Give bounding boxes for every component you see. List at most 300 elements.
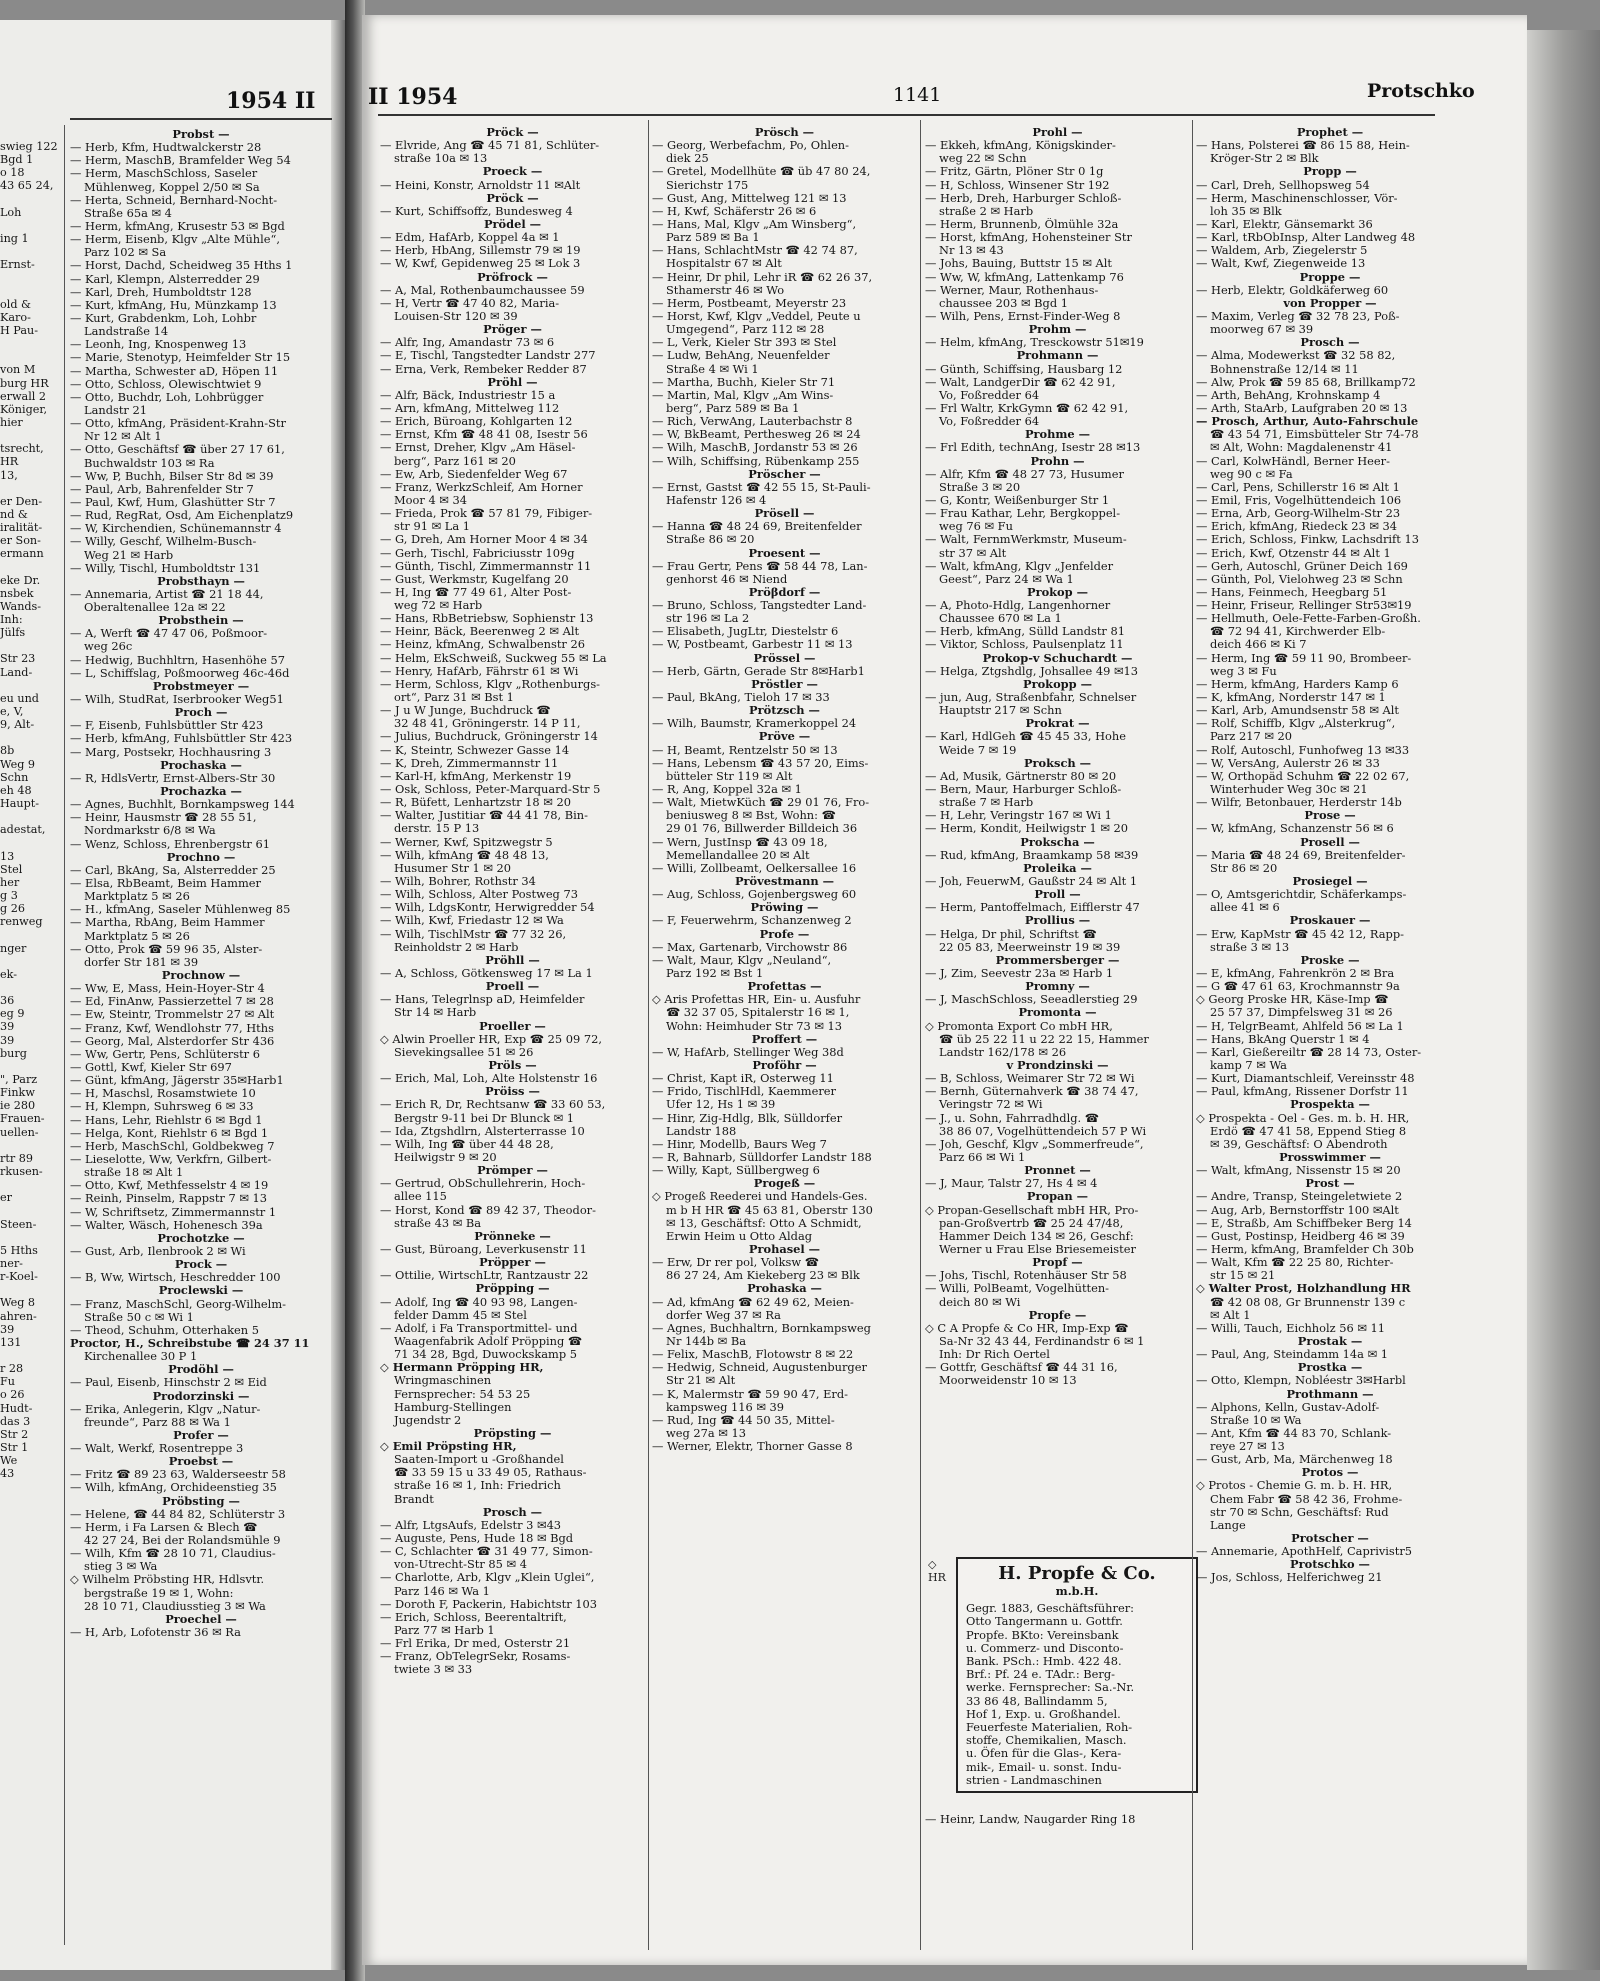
directory-entry-line: — W, HafArb, Stellinger Weg 38d: [652, 1045, 844, 1059]
page-number: 1141: [893, 84, 942, 106]
directory-column-1: [70, 128, 332, 1639]
directory-entry-line: [0, 193, 60, 206]
directory-entry-line: — H, Ing ☎ 77 49 61, Alter Post-: [380, 585, 572, 599]
directory-entry-line: — Ew, Arb, Siedenfelder Weg 67: [380, 467, 568, 481]
directory-entry-line: chaussee 203 ✉ Bgd 1: [939, 296, 1068, 310]
directory-entry-line: ing 1: [0, 231, 29, 245]
surname-heading: Prosswimmer —: [1279, 1150, 1381, 1164]
directory-entry-line: — W, BkBeamt, Perthesweg 26 ✉ 24: [652, 428, 861, 442]
surname-heading: Prohmann —: [1016, 349, 1099, 363]
directory-entry-line: reye 27 ✉ 13: [1210, 1440, 1285, 1454]
advert-title: H. Propfe & Co.: [998, 1563, 1156, 1584]
directory-entry-line: — Gust, Postinsp, Heidberg 46 ✉ 39: [1196, 1229, 1405, 1243]
directory-entry-line: — Reinh, Pinselm, Rappstr 7 ✉ 13: [70, 1192, 268, 1206]
surname-heading: Prosiegel —: [1292, 875, 1368, 889]
directory-entry-line: Landstr 162/178 ✉ 26: [939, 1045, 1067, 1059]
surname-heading: Propfe —: [1028, 1308, 1087, 1322]
directory-entry-line: derstr. 15 P 13: [394, 822, 480, 836]
directory-entry-line: Chem Fabr ☎ 58 42 36, Frohme-: [1210, 1492, 1403, 1506]
surname-heading: Prohme —: [1024, 428, 1091, 442]
directory-entry-line: — jun, Aug, Straßenbfahr, Schnelser: [925, 691, 1137, 705]
directory-entry-line: Wringmaschinen: [394, 1374, 492, 1388]
directory-entry-line: — Ed, FinAnw, Passierzettel 7 ✉ 28: [70, 995, 274, 1009]
directory-entry-line: loh 35 ✉ Blk: [1210, 204, 1282, 218]
directory-entry-line: — Viktor, Schloss, Paulsenplatz 11: [925, 638, 1124, 652]
directory-entry-line: — Heini, Konstr, Arnoldstr 11 ✉Alt: [380, 178, 581, 192]
surname-heading: Pröbsting —: [162, 1494, 240, 1508]
directory-entry-line: — Walt, Kfm ☎ 22 25 80, Richter-: [1196, 1256, 1394, 1270]
directory-entry-line: — Hinr, Modellb, Baurs Weg 7: [652, 1137, 827, 1151]
directory-entry-line: Oberaltenallee 12a ✉ 22: [84, 601, 226, 615]
surname-heading: Pröck —: [486, 191, 539, 205]
directory-entry-line: — Willy, Geschf, Wilhelm-Busch-: [70, 535, 257, 549]
directory-entry-line: — Wilh, Baumstr, Kramerkoppel 24: [652, 717, 857, 731]
directory-entry-line: — Martha, Buchh, Kieler Str 71: [652, 375, 836, 389]
directory-entry-line: — Otto, kfmAng, Präsident-Krahn-Str: [70, 417, 286, 431]
directory-entry-line: — Frido, TischlHdl, Kaemmerer: [652, 1085, 836, 1099]
directory-entry-line: 36: [0, 994, 15, 1008]
directory-column-4-tail: [925, 1813, 1190, 1826]
directory-entry-line: dorfer Str 181 ✉ 39: [84, 955, 199, 969]
directory-entry-line: — Hans, Feinmech, Heegbarg 51: [1196, 585, 1388, 599]
directory-entry-line: — Ekkeh, kfmAng, Königskinder-: [925, 139, 1116, 153]
directory-entry-line: — Willi, Tauch, Eichholz 56 ✉ 11: [1196, 1321, 1386, 1335]
left-header-rule: [70, 118, 332, 120]
directory-entry-line: — Hinr, Zig-Hdlg, Blk, Sülldorfer: [652, 1111, 843, 1125]
directory-entry-line: g 3: [0, 889, 18, 903]
directory-entry-line: — Martin, Mal, Klgv „Am Wins-: [652, 388, 834, 402]
directory-entry-line: Waagenfabrik Adolf Pröpping ☎: [394, 1334, 583, 1348]
directory-entry-line: Brandt: [394, 1492, 434, 1506]
directory-entry-line: 39: [0, 1033, 15, 1047]
directory-entry-line: — Werner, Maur, Rothenhaus-: [925, 283, 1099, 297]
directory-entry-line: — Herb, Elektr, Goldkäferweg 60: [1196, 283, 1389, 297]
directory-entry-line: — Willy, Kapt, Süllbergweg 6: [652, 1164, 820, 1178]
directory-entry-line: m b H HR ☎ 45 63 81, Oberstr 130: [666, 1203, 873, 1217]
directory-entry-line: — Erich R, Dr, Rechtsanw ☎ 33 60 53,: [380, 1098, 606, 1112]
directory-entry-line: o 18: [0, 166, 25, 180]
directory-entry-line: — Erich, Schloss, Finkw, Lachsdrift 13: [1196, 533, 1419, 547]
directory-entry-line: — Gertrud, ObSchullehrerin, Hoch-: [380, 1177, 586, 1191]
directory-entry-line: straße 43 ✉ Ba: [394, 1216, 482, 1230]
directory-entry-line: Sierichstr 175: [666, 178, 749, 192]
directory-entry-line: [0, 1139, 60, 1152]
surname-heading: Proch —: [174, 706, 228, 720]
surname-heading: Prönneke —: [474, 1229, 551, 1243]
directory-entry-line: — Wilh, Pens, Ernst-Finder-Weg 8: [925, 309, 1121, 323]
surname-heading: Prömper —: [477, 1164, 548, 1178]
directory-entry-line: Fu: [0, 1375, 15, 1389]
directory-entry-line: Wands-: [0, 599, 42, 613]
directory-entry-line: [0, 245, 60, 258]
directory-entry-line: — Wilfr, Betonbauer, Herderstr 14b: [1196, 796, 1402, 810]
directory-entry-line: ◇ Emil Pröpsting HR,: [380, 1440, 517, 1454]
directory-entry-line: — Marg, Postsekr, Hochhausring 3: [70, 745, 272, 759]
directory-entry-line: — Herm, Postbeamt, Meyerstr 23: [652, 296, 847, 310]
directory-entry-line: — Herb, kfmAng, Fuhlsbüttler Str 423: [70, 732, 293, 746]
surname-heading: Prohm —: [1028, 323, 1087, 337]
directory-entry-line: — B, Ww, Wirtsch, Heschredder 100: [70, 1271, 281, 1285]
directory-entry-line: Fernsprecher: 54 53 25: [394, 1387, 531, 1401]
directory-entry-line: — Julius, Buchdruck, Gröningerstr 14: [380, 730, 598, 744]
directory-entry-line: Königer,: [0, 402, 48, 416]
directory-entry-line: — Karl, tRbObInsp, Alter Landweg 48: [1196, 231, 1416, 245]
directory-entry-line: [0, 219, 60, 232]
directory-entry-line: hier: [0, 415, 23, 429]
directory-entry-line: — H, Lehr, Veringstr 167 ✉ Wi 1: [925, 809, 1112, 823]
surname-heading: Prochotzke —: [157, 1231, 245, 1245]
directory-entry-line: — Hellmuth, Oele-Fette-Farben-Großh.: [1196, 612, 1421, 626]
directory-entry-line: Reinholdstr 2 ✉ Harb: [394, 940, 519, 954]
surname-heading: Prösell —: [754, 507, 815, 521]
directory-entry-line: old &: [0, 297, 31, 311]
directory-entry-line: [0, 955, 60, 968]
directory-entry-line: Nr 144b ✉ Ba: [666, 1334, 747, 1348]
directory-entry-line: eu und: [0, 691, 39, 705]
directory-entry-line: Kröger-Str 2 ✉ Blk: [1210, 152, 1319, 166]
directory-entry-line: — Erw, Dr rer pol, Volksw ☎: [652, 1256, 819, 1270]
directory-entry-line: er Son-: [0, 534, 41, 548]
directory-entry-line: Str 2: [0, 1427, 29, 1441]
directory-entry-line: — Erna, Arb, Georg-Wilhelm-Str 23: [1196, 507, 1401, 521]
directory-entry-line: — Frieda, Prok ☎ 57 81 79, Fibiger-: [380, 507, 593, 521]
directory-entry-line: ie 280: [0, 1099, 36, 1113]
surname-heading: Pröger —: [483, 323, 542, 337]
directory-entry-line: — Herb, MaschSchl, Goldbekweg 7: [70, 1139, 275, 1153]
directory-entry-line: — Adolf, Ing ☎ 40 93 98, Langen-: [380, 1295, 578, 1309]
directory-entry-line: burg HR: [0, 376, 49, 390]
advert-marker: ◇ HR: [928, 1558, 946, 1584]
directory-entry-line: Parz 192 ✉ Bst 1: [666, 967, 764, 980]
directory-entry-line: eh 48: [0, 783, 32, 797]
directory-entry-line: — Willi, PolBeamt, Vogelhütten-: [925, 1282, 1110, 1296]
directory-entry-line: — Otto, Geschäftsf ☎ über 27 17 61,: [70, 443, 285, 457]
surname-heading: Prochno —: [166, 850, 236, 864]
directory-entry-line: weg 3 ✉ Fu: [1210, 664, 1277, 678]
directory-entry-line: str 91 ✉ La 1: [394, 520, 470, 534]
surname-heading: Proleika —: [1023, 861, 1092, 875]
directory-entry-line: — Gust, Werkmstr, Kugelfang 20: [380, 572, 569, 586]
surname-heading: Probstmeyer —: [152, 679, 250, 693]
directory-entry-line: straße 10a ✉ 13: [394, 152, 488, 166]
directory-entry-line: — Helga, Ztgshdlg, Johsallee 49 ✉13: [925, 664, 1139, 678]
section-header: Protschko: [1367, 80, 1475, 102]
directory-entry-line: — Bern, Maur, Harburger Schloß-: [925, 783, 1122, 797]
directory-entry-line: — Hans, Lehr, Riehlstr 6 ✉ Bgd 1: [70, 1113, 263, 1127]
directory-entry-line: 32 48 41, Gröningerstr. 14 P 11,: [394, 717, 581, 731]
surname-heading: Prohasel —: [748, 1242, 821, 1256]
directory-entry-line: — Herb, kfmAng, Sülld Landstr 81: [925, 625, 1125, 639]
directory-entry-line: — Walt, FernmWerkmstr, Museum-: [925, 533, 1127, 547]
directory-entry-line: Straße 10 ✉ Wa: [1210, 1413, 1302, 1427]
directory-entry-line: Marktplatz 5 ✉ 26: [84, 890, 190, 904]
directory-entry-line: — Elvride, Ang ☎ 45 71 81, Schlüter-: [380, 139, 600, 153]
directory-entry-line: das 3: [0, 1414, 31, 1428]
directory-entry-line: — Franz, ObTelegrSekr, Rosams-: [380, 1650, 571, 1664]
directory-entry-line: Chaussee 670 ✉ La 1: [939, 612, 1062, 626]
directory-entry-line: — R, HdlsVertr, Ernst-Albers-Str 30: [70, 771, 276, 785]
surname-heading: Pröwing —: [750, 901, 819, 915]
advert-line: Gegr. 1883, Geschäftsführer:: [966, 1601, 1134, 1616]
directory-entry-line: [0, 1231, 60, 1244]
directory-entry-line: weg 72 ✉ Harb: [394, 599, 483, 613]
directory-entry-line: Finkw: [0, 1086, 35, 1100]
surname-heading: Probst —: [172, 128, 230, 141]
surname-heading: Prosell —: [1300, 835, 1360, 849]
directory-entry-line: — Helm, EkSchweiß, Suckweg 55 ✉ La: [380, 651, 607, 665]
directory-entry-line: Inh:: [0, 613, 23, 627]
directory-entry-line: — Martha, RbAng, Beim Hammer: [70, 916, 265, 930]
directory-entry-line: — Felix, MaschB, Flotowstr 8 ✉ 22: [652, 1348, 854, 1362]
directory-entry-line: burg: [0, 1046, 27, 1060]
directory-entry-line: bergstraße 19 ✉ 1, Wohn:: [84, 1586, 234, 1600]
surname-heading: Prötzsch —: [749, 704, 820, 718]
surname-heading: Pröhl —: [487, 375, 538, 389]
directory-entry-line: — Carl, Pens, Schillerstr 16 ✉ Alt 1: [1196, 480, 1400, 494]
advertisement-box: [956, 1557, 1198, 1793]
directory-entry-line: Nordmarkstr 6/8 ✉ Wa: [84, 824, 216, 838]
directory-entry-line: — Walt, Kwf, Ziegenweide 13: [1196, 257, 1366, 271]
surname-heading: Proeck —: [482, 165, 543, 179]
surname-heading: Prössel —: [753, 651, 816, 665]
directory-entry-line: — Annemarie, ApothHelf, Caprivistr5: [1196, 1545, 1413, 1559]
directory-entry-line: Str 1: [0, 1440, 29, 1454]
directory-column-3: [652, 126, 917, 1453]
directory-entry-line: Parz 146 ✉ Wa 1: [394, 1584, 490, 1598]
directory-entry-line: stieg 3 ✉ Wa: [84, 1560, 158, 1574]
surname-heading: v Prondzinski —: [1006, 1058, 1109, 1072]
directory-entry-line: — A, Mal, Rothenbaumchaussee 59: [380, 283, 585, 297]
directory-entry-line: — Henry, HafArb, Fährstr 61 ✉ Wi: [380, 664, 579, 678]
directory-entry-line: er Den-: [0, 494, 43, 508]
directory-entry-line: deich 80 ✉ Wi: [939, 1295, 1021, 1309]
directory-entry-line: — Helene, ☎ 44 84 82, Schlüterstr 3: [70, 1507, 286, 1521]
directory-entry-line: deich 466 ✉ Ki 7: [1210, 638, 1307, 652]
directory-entry-line: — Ww, Gertr, Pens, Schlüterstr 6: [70, 1047, 260, 1061]
directory-entry-line: 38 86 07, Vogelhüttendeich 57 P Wi: [939, 1124, 1147, 1138]
directory-entry-line: — Ww, E, Mass, Hein-Hoyer-Str 4: [70, 982, 265, 996]
directory-entry-line: — Osk, Schloss, Peter-Marquard-Str 5: [380, 783, 601, 797]
surname-heading: Pröve —: [758, 730, 811, 744]
directory-entry-line: weg 26c: [84, 640, 133, 654]
directory-entry-line: — Andre, Transp, Steingeletwiete 2: [1196, 1190, 1403, 1204]
surname-heading: Proppe —: [1299, 270, 1361, 284]
directory-entry-line: Parz 102 ✉ Sa: [84, 246, 167, 260]
directory-entry-line: — H., kfmAng, Saseler Mühlenweg 85: [70, 903, 291, 917]
directory-entry-line: — Theod, Schuhm, Otterhaken 5: [70, 1323, 259, 1337]
surname-heading: Prohn —: [1030, 454, 1085, 468]
directory-entry-line: — Herta, Schneid, Bernhard-Nocht-: [70, 193, 278, 207]
directory-entry-line: 9, Alt-: [0, 718, 35, 732]
column-divider: [64, 125, 65, 1945]
directory-entry-line: straße 3 ✉ 13: [1210, 940, 1290, 954]
directory-entry-line: — K, Dreh, Zimmermannstr 11: [380, 756, 559, 770]
directory-entry-line: — Herm, Schloss, Klgv „Rothenburgs-: [380, 677, 601, 691]
directory-entry-line: — Ad, kfmAng ☎ 62 49 62, Meien-: [652, 1295, 854, 1309]
surname-heading: Pröhll —: [485, 953, 540, 967]
directory-entry-line: — Ottilie, WirtschLtr, Rantzaustr 22: [380, 1269, 589, 1283]
directory-entry-line: — Paul, kfmAng, Rissener Dorfstr 11: [1196, 1085, 1409, 1099]
advert-line: Feuerfeste Materialien, Roh-: [966, 1720, 1133, 1735]
directory-entry-line: [0, 928, 60, 941]
directory-entry-line: ☎ üb 25 22 11 u 22 22 15, Hammer: [939, 1032, 1149, 1046]
directory-entry-line: Ernst-: [0, 258, 35, 272]
directory-entry-line: Weg 21 ✉ Harb: [84, 548, 174, 562]
directory-entry-line: ◇ C A Propfe & Co HR, Imp-Exp ☎: [925, 1321, 1129, 1335]
directory-entry-line: — Ad, Musik, Gärtnerstr 80 ✉ 20: [925, 769, 1117, 783]
directory-entry-line: Straße 65a ✉ 4: [84, 206, 172, 220]
directory-entry-line: r 28: [0, 1362, 24, 1376]
surname-heading: Proföhr —: [752, 1058, 817, 1072]
directory-entry-line: eke Dr.: [0, 573, 41, 587]
surname-heading: Proclewski —: [158, 1284, 244, 1298]
directory-entry-line: — Jos, Schloss, Helferichweg 21: [1196, 1571, 1383, 1585]
directory-entry-line: — Gerh, Autoschl, Grüner Deich 169: [1196, 559, 1408, 573]
directory-entry-line: e, V,: [0, 705, 24, 719]
surname-heading: Proskauer —: [1289, 914, 1371, 928]
directory-entry-line: — Herb, Gärtn, Gerade Str 8✉Harb1: [652, 664, 865, 678]
surname-heading: Prollius —: [1024, 914, 1091, 928]
directory-entry-line: str 70 ✉ Schn, Geschäftsf: Rud: [1210, 1505, 1389, 1519]
directory-entry-line: — Carl, Dreh, Sellhopsweg 54: [1196, 178, 1370, 192]
directory-entry-line: — Gust, Arb, Ilenbrook 2 ✉ Wi: [70, 1244, 246, 1258]
directory-entry-line: str 15 ✉ 21: [1210, 1269, 1276, 1283]
directory-entry-line: o 26: [0, 1388, 25, 1402]
directory-entry-line: — Rud, Ing ☎ 44 50 35, Mittel-: [652, 1413, 835, 1427]
directory-entry-line: — Hanna ☎ 48 24 69, Breitenfelder: [652, 520, 862, 534]
directory-entry-line: — K, Steintr, Schwezer Gasse 14: [380, 743, 570, 757]
directory-entry-line: — Wilh, Bohrer, Rothstr 34: [380, 875, 536, 889]
surname-heading: Pröfrock —: [477, 270, 548, 284]
surname-heading: Proll —: [1034, 888, 1081, 902]
directory-entry-line: — Alma, Modewerkst ☎ 32 58 82,: [1196, 349, 1396, 363]
directory-entry-line: — Herb, Kfm, Hudtwalckerstr 28: [70, 141, 262, 155]
directory-entry-line: — Joh, FeuerwM, Gaußstr 24 ✉ Alt 1: [925, 875, 1138, 889]
surname-heading: Prövestmann —: [734, 875, 835, 889]
directory-entry-line: 29 01 76, Billwerder Billdeich 36: [666, 822, 858, 836]
directory-entry-line: [0, 981, 60, 994]
directory-entry-line: — Franz, Kwf, Wendlohstr 77, Hths: [70, 1021, 274, 1035]
directory-entry-line: — Fritz ☎ 89 23 63, Walderseestr 58: [70, 1468, 286, 1482]
directory-entry-line: — Herb, Dreh, Harburger Schloß-: [925, 191, 1122, 205]
directory-entry-line: — Gerh, Tischl, Fabriciusstr 109g: [380, 546, 575, 560]
directory-entry-line: [0, 285, 60, 298]
column-divider: [920, 120, 921, 1950]
directory-entry-line: — Paul, BkAng, Tieloh 17 ✉ 33: [652, 691, 830, 705]
surname-heading: Protscher —: [1291, 1532, 1369, 1546]
directory-column-5: [1196, 126, 1464, 1585]
directory-entry-line: — Hedwig, Schneid, Augustenburger: [652, 1361, 867, 1375]
directory-entry-line: — Hans, Polsterei ☎ 86 15 88, Hein-: [1196, 139, 1410, 153]
directory-entry-line: — Herb, HbAng, Sillemstr 79 ✉ 19: [380, 244, 581, 258]
directory-entry-line: nger: [0, 941, 27, 955]
directory-column-4: [925, 126, 1190, 1388]
directory-entry-line: allee 115: [394, 1190, 447, 1204]
directory-entry-line: — Maria ☎ 48 24 69, Breitenfelder-: [1196, 848, 1406, 862]
directory-entry-line: — Karl, Dreh, Humboldtstr 128: [70, 285, 252, 299]
column-divider: [1192, 120, 1193, 1950]
directory-entry-line: — Gottl, Kwf, Kieler Str 697: [70, 1060, 232, 1074]
directory-entry-line: 39: [0, 1322, 15, 1336]
directory-entry-line: — E, Tischl, Tangstedter Landstr 277: [380, 349, 596, 363]
directory-entry-line: — Herm, Eisenb, Klgv „Alte Mühle“,: [70, 233, 280, 247]
directory-entry-line: felder Damm 45 ✉ Stel: [394, 1308, 527, 1322]
directory-entry-line: — Horst, Kond ☎ 89 42 37, Theodor-: [380, 1203, 596, 1217]
directory-entry-line: 39: [0, 1020, 15, 1034]
directory-entry-line: — Erw, KapMstr ☎ 45 42 12, Rapp-: [1196, 927, 1404, 941]
advert-body: [966, 1602, 1188, 1787]
directory-entry-line: — Frau Kathar, Lehr, Bergkoppel-: [925, 507, 1121, 521]
directory-entry-line: — Heinr, Dr phil, Lehr iR ☎ 62 26 37,: [652, 270, 873, 284]
directory-entry-line: straße 16 ✉ 1, Inh: Friedrich: [394, 1479, 561, 1493]
directory-entry-line: [0, 836, 60, 849]
directory-entry-line: — A, Werft ☎ 47 47 06, Poßmoor-: [70, 627, 268, 641]
directory-entry-line: — Arth, StaArb, Laufgraben 20 ✉ 13: [1196, 401, 1408, 415]
advert-line: Otto Tangermann u. Gottfr.: [966, 1614, 1123, 1629]
directory-entry-line: — Rud, RegRat, Osd, Am Eichenplatz9: [70, 509, 294, 523]
directory-entry-line: er: [0, 1191, 12, 1205]
directory-entry-line: Haupt-: [0, 797, 40, 811]
advert-line: u. Öfen für die Glas-, Kera-: [966, 1746, 1122, 1761]
directory-entry-line: HR: [0, 455, 19, 469]
directory-entry-line: — Herm, MaschSchloss, Saseler: [70, 167, 258, 181]
surname-heading: Proske —: [1300, 953, 1360, 967]
advert-line: strien - Landmaschinen: [966, 1772, 1102, 1787]
surname-heading: Protschko —: [1290, 1558, 1370, 1572]
directory-entry-line: — Ida, Ztgshdlrn, Alsterterrasse 10: [380, 1124, 585, 1138]
directory-entry-line: — Karl, Klempn, Alsterredder 29: [70, 272, 260, 286]
directory-entry-line: 8b: [0, 744, 15, 758]
directory-entry-line: — H, Klempn, Suhrsweg 6 ✉ 33: [70, 1100, 254, 1114]
directory-entry-line: — Rolf, Autoschl, Funhofweg 13 ✉33: [1196, 743, 1410, 757]
directory-entry-line: — L, Verk, Kieler Str 393 ✉ Stel: [652, 336, 837, 350]
surname-heading: Propan —: [1026, 1190, 1089, 1204]
surname-heading: Protos —: [1301, 1466, 1359, 1480]
surname-heading: Proeller —: [479, 1019, 546, 1033]
directory-entry-line: freunde“, Parz 88 ✉ Wa 1: [84, 1415, 231, 1429]
directory-entry-line: pan-Großvertrb ☎ 25 24 47/48,: [939, 1216, 1124, 1230]
directory-entry-line: g 26: [0, 902, 25, 916]
directory-entry-line: — Frl Waltr, KrkGymn ☎ 62 42 91,: [925, 401, 1129, 415]
advert-line: u. Commerz- und Disconto-: [966, 1640, 1124, 1655]
surname-heading: Pröiss —: [485, 1085, 540, 1099]
directory-entry-line: — Ww, P, Buchh, Bilser Str 8d ✉ 39: [70, 469, 274, 483]
directory-entry-line: Str 14 ✉ Harb: [394, 1006, 477, 1020]
directory-entry-line: Parz 217 ✉ 20: [1210, 730, 1293, 744]
directory-entry-line: Husumer Str 1 ✉ 20: [394, 861, 512, 875]
directory-entry-line: — Wilh, kfmAng, Orchideenstieg 35: [70, 1481, 277, 1495]
directory-entry-line: nsbek: [0, 586, 34, 600]
directory-entry-line: — Franz, WerkzSchleif, Am Horner: [380, 480, 583, 494]
directory-entry-line: ◇ Propan-Gesellschaft mbH HR, Pro-: [925, 1203, 1139, 1217]
directory-entry-line: — Herm, Maschinenschlosser, Vör-: [1196, 191, 1398, 205]
directory-entry-line: — Karl, Arb, Amundsenstr 58 ✉ Alt: [1196, 704, 1399, 718]
directory-entry-line: — Herm, Kondit, Heilwigstr 1 ✉ 20: [925, 822, 1128, 836]
directory-entry-line: — Frau Gertr, Pens ☎ 58 44 78, Lan-: [652, 559, 868, 573]
directory-entry-line: Bergstr 9-11 bei Dr Blunck ✉ 1: [394, 1111, 575, 1125]
directory-entry-line: — Günt, kfmAng, Jägerstr 35✉Harb1: [70, 1074, 284, 1088]
directory-entry-line: Veringstr 72 ✉ Wi: [939, 1098, 1043, 1112]
advert-line: 33 86 48, Ballindamm 5,: [966, 1693, 1108, 1708]
directory-entry-line: her: [0, 875, 20, 889]
directory-entry-line: 13,: [0, 468, 18, 482]
directory-entry-line: — Heinr, Landw, Naugarder Ring 18: [925, 1813, 1136, 1826]
directory-entry-line: dorfer Weg 37 ✉ Ra: [666, 1308, 781, 1322]
directory-entry-line: — Paul, Kwf, Hum, Glashütter Str 7: [70, 495, 276, 509]
directory-entry-line: berg“, Parz 161 ✉ 20: [394, 454, 516, 468]
directory-entry-line: — Elsa, RbBeamt, Beim Hammer: [70, 877, 261, 891]
directory-entry-line: — Paul, Ang, Steindamm 14a ✉ 1: [1196, 1348, 1388, 1362]
